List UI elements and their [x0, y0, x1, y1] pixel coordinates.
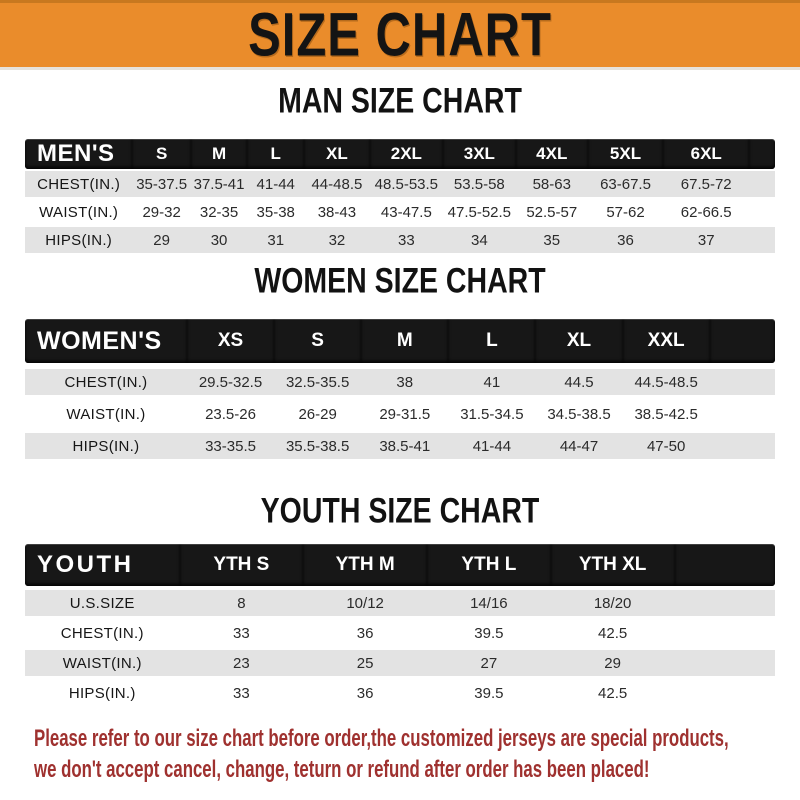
- cell: 37: [663, 227, 749, 253]
- cell: 25: [303, 650, 427, 676]
- women-title: WOMEN SIZE CHART: [254, 261, 546, 301]
- row-label: WAIST(IN.): [25, 199, 132, 225]
- column-header: XL: [304, 139, 369, 169]
- cell: 38.5-41: [361, 433, 448, 459]
- banner-title: SIZE CHART: [248, 0, 552, 70]
- table-row: [25, 401, 775, 427]
- banner: [0, 0, 800, 70]
- cell: 38.5-42.5: [623, 401, 710, 427]
- cell: 29-31.5: [361, 401, 448, 427]
- section-men: [0, 81, 800, 255]
- row-label: WAIST(IN.): [25, 650, 180, 676]
- cell: 48.5-53.5: [370, 171, 444, 197]
- table-row: [25, 171, 775, 197]
- cell: 29-32: [132, 199, 191, 225]
- column-header: 6XL: [663, 139, 749, 169]
- cell: 39.5: [427, 620, 551, 646]
- section-women: [0, 261, 800, 465]
- women-table-wrap: [25, 313, 775, 465]
- cell: 36: [303, 620, 427, 646]
- column-header: YTH S: [180, 544, 304, 586]
- filler-cell: [749, 139, 775, 169]
- filler-cell: [749, 171, 775, 197]
- row-label: CHEST(IN.): [25, 369, 187, 395]
- column-header: 3XL: [443, 139, 515, 169]
- filler-cell: [710, 433, 775, 459]
- cell: 44-48.5: [304, 171, 369, 197]
- cell: 42.5: [551, 620, 675, 646]
- cell: 35: [516, 227, 588, 253]
- women-header-label: WOMEN'S: [25, 319, 187, 363]
- row-label: WAIST(IN.): [25, 401, 187, 427]
- table-row: [25, 680, 775, 706]
- filler-cell: [749, 227, 775, 253]
- cell: 35-38: [247, 199, 304, 225]
- cell: 29.5-32.5: [187, 369, 274, 395]
- section-youth: [0, 491, 800, 710]
- cell: 67.5-72: [663, 171, 749, 197]
- cell: 43-47.5: [370, 199, 444, 225]
- cell: 52.5-57: [516, 199, 588, 225]
- cell: 47-50: [623, 433, 710, 459]
- table-row: [25, 650, 775, 676]
- cell: 29: [132, 227, 191, 253]
- cell: 38-43: [304, 199, 369, 225]
- cell: 44.5-48.5: [623, 369, 710, 395]
- column-header: XXL: [623, 319, 710, 363]
- men-header-row: [25, 139, 775, 169]
- filler-cell: [675, 590, 776, 616]
- filler-cell: [710, 401, 775, 427]
- cell: 10/12: [303, 590, 427, 616]
- column-header: M: [361, 319, 448, 363]
- column-header: 4XL: [516, 139, 588, 169]
- column-header: 2XL: [370, 139, 444, 169]
- cell: 26-29: [274, 401, 361, 427]
- cell: 32.5-35.5: [274, 369, 361, 395]
- women-size-table: [25, 313, 775, 465]
- cell: 33-35.5: [187, 433, 274, 459]
- column-header: S: [132, 139, 191, 169]
- cell: 29: [551, 650, 675, 676]
- cell: 27: [427, 650, 551, 676]
- filler-cell: [710, 369, 775, 395]
- cell: 30: [191, 227, 247, 253]
- youth-header-label: YOUTH: [25, 544, 180, 586]
- cell: 34: [443, 227, 515, 253]
- filler-cell: [710, 319, 775, 363]
- cell: 8: [180, 590, 304, 616]
- column-header: M: [191, 139, 247, 169]
- column-header: L: [448, 319, 535, 363]
- row-label: HIPS(IN.): [25, 680, 180, 706]
- column-header: L: [247, 139, 304, 169]
- cell: 37.5-41: [191, 171, 247, 197]
- cell: 34.5-38.5: [535, 401, 622, 427]
- cell: 58-63: [516, 171, 588, 197]
- cell: 63-67.5: [588, 171, 663, 197]
- row-label: HIPS(IN.): [25, 433, 187, 459]
- cell: 33: [180, 620, 304, 646]
- cell: 44-47: [535, 433, 622, 459]
- row-label: CHEST(IN.): [25, 620, 180, 646]
- men-header-label: MEN'S: [25, 139, 132, 169]
- cell: 35-37.5: [132, 171, 191, 197]
- cell: 33: [180, 680, 304, 706]
- cell: 39.5: [427, 680, 551, 706]
- row-label: U.S.SIZE: [25, 590, 180, 616]
- cell: 23: [180, 650, 304, 676]
- filler-cell: [675, 620, 776, 646]
- disclaimer: [34, 723, 800, 785]
- cell: 42.5: [551, 680, 675, 706]
- cell: 23.5-26: [187, 401, 274, 427]
- women-header-row: [25, 319, 775, 363]
- table-row: [25, 369, 775, 395]
- youth-title: YOUTH SIZE CHART: [260, 491, 540, 531]
- cell: 53.5-58: [443, 171, 515, 197]
- cell: 32: [304, 227, 369, 253]
- cell: 32-35: [191, 199, 247, 225]
- cell: 35.5-38.5: [274, 433, 361, 459]
- filler-cell: [675, 544, 776, 586]
- column-header: XL: [535, 319, 622, 363]
- cell: 33: [370, 227, 444, 253]
- filler-cell: [675, 650, 776, 676]
- cell: 47.5-52.5: [443, 199, 515, 225]
- table-row: [25, 590, 775, 616]
- table-row: [25, 227, 775, 253]
- filler-cell: [749, 199, 775, 225]
- column-header: 5XL: [588, 139, 663, 169]
- table-row: [25, 433, 775, 459]
- cell: 14/16: [427, 590, 551, 616]
- cell: 44.5: [535, 369, 622, 395]
- row-label: HIPS(IN.): [25, 227, 132, 253]
- column-header: YTH XL: [551, 544, 675, 586]
- cell: 36: [303, 680, 427, 706]
- column-header: YTH M: [303, 544, 427, 586]
- row-label: CHEST(IN.): [25, 171, 132, 197]
- column-header: XS: [187, 319, 274, 363]
- youth-size-table: [25, 540, 775, 710]
- cell: 18/20: [551, 590, 675, 616]
- column-header: YTH L: [427, 544, 551, 586]
- column-header: S: [274, 319, 361, 363]
- cell: 38: [361, 369, 448, 395]
- youth-table-wrap: [25, 540, 775, 710]
- table-row: [25, 620, 775, 646]
- men-size-table: [25, 137, 775, 255]
- disclaimer-line-1: Please refer to our size chart before order,the customized jerseys are special products,: [34, 725, 729, 752]
- cell: 41-44: [247, 171, 304, 197]
- size-chart-sections: [0, 81, 800, 710]
- men-title: MAN SIZE CHART: [278, 81, 522, 121]
- cell: 41-44: [448, 433, 535, 459]
- filler-cell: [675, 680, 776, 706]
- cell: 31: [247, 227, 304, 253]
- cell: 41: [448, 369, 535, 395]
- cell: 36: [588, 227, 663, 253]
- men-table-wrap: [25, 137, 775, 255]
- table-row: [25, 199, 775, 225]
- cell: 31.5-34.5: [448, 401, 535, 427]
- youth-header-row: [25, 544, 775, 586]
- disclaimer-line-2: we don't accept cancel, change, teturn or refund after order has been placed!: [34, 756, 650, 783]
- cell: 62-66.5: [663, 199, 749, 225]
- cell: 57-62: [588, 199, 663, 225]
